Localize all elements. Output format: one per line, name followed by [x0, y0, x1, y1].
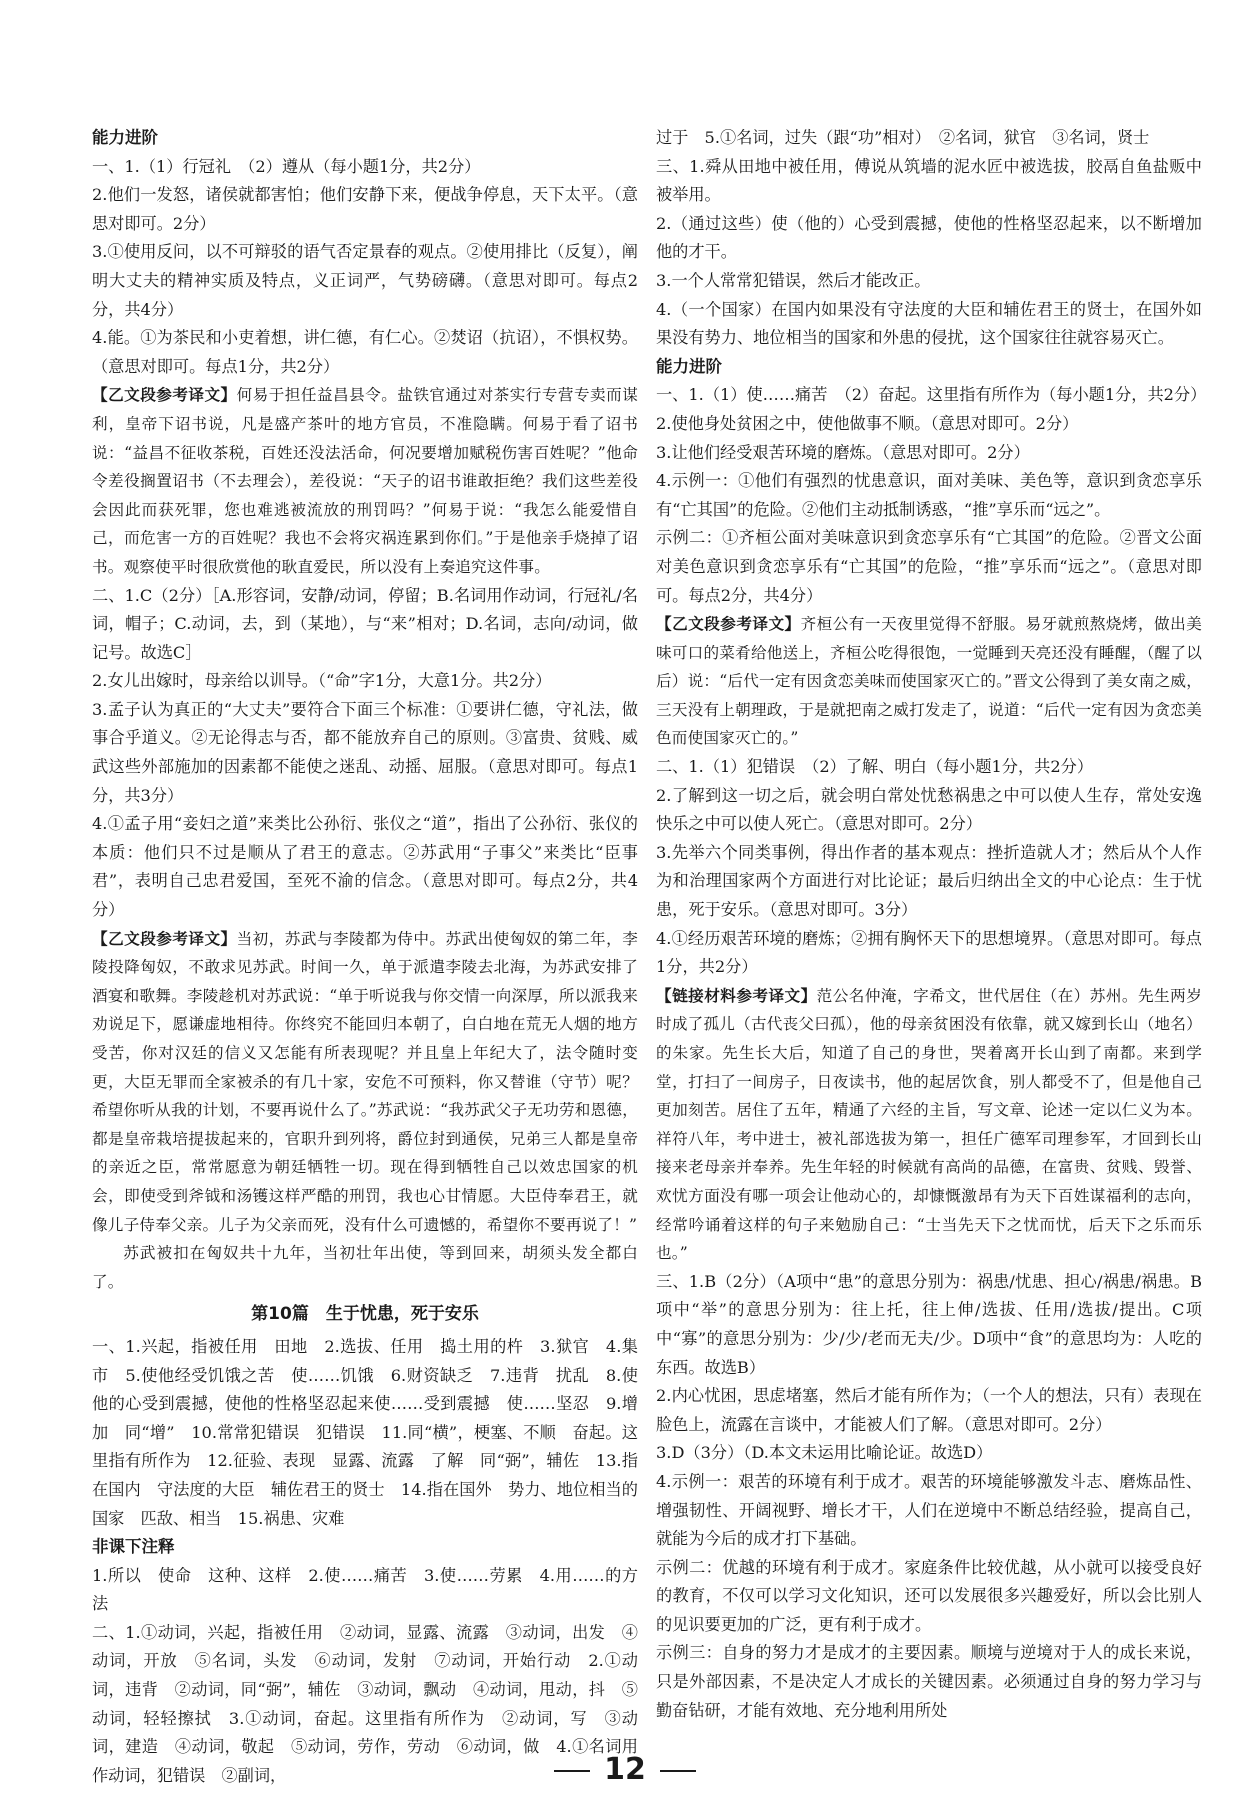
answer-paragraph: 4.示例一：艰苦的环境有利于成才。艰苦的环境能够激发斗志、磨炼品性、增强韧性、开阔视野、增长才干，人们在逆境中不断总结经验，提高自己，就能为今后的成才打下基础。 [656, 1471, 1202, 1549]
translation-tag: 【乙文段参考译文】 [92, 386, 237, 405]
answer-paragraph: 3.让他们经受艰苦环境的磨炼。（意思对即可。2分） [656, 442, 1030, 462]
article-title: 第10篇 生于忧患，死于安乐 [251, 1304, 479, 1325]
answer-paragraph: 二、1.（1）犯错误 （2）了解、明白（每小题1分，共2分） [656, 757, 1094, 777]
answer-paragraph: 三、1.B（2分）（A项中“患”的意思分别为：祸患/忧患、担心/祸患/祸患。B项中“举”的意思分别为：往上托，往上伸/选拔、任用/选拔/提出。C项中“寡”的意思分别为：少/少/老而无夫/少。D项中“食”的意思均为：人吃的东西。故选B） [656, 1271, 1202, 1377]
translation-tag: 【乙文段参考译文】 [92, 929, 237, 948]
section-heading: 能力进阶 [656, 356, 722, 376]
answer-paragraph: 一、1.（1）行冠礼 （2）遵从（每小题1分，共2分） [92, 156, 481, 176]
translation-text: 何易于担任益昌县令。盐铁官通过对茶实行专营专卖而谋利，皇帝下诏书说，凡是盛产茶叶的地方官员，不准隐瞒。何易于看了诏书说：“益昌不征收茶税，百姓还没法活命，何况要增加赋税伤害百姓呢？”他命令差役搁置诏书（不去理会），差役说：“天子的诏书谁敢拒绝？我们这些差役会因此而获死罪，您也难逃被流放的刑罚吗？”何易于说：“我怎么能爱惜自己，而危害一方的百姓呢？我也不会将灾祸连累到你们。”于是他亲手烧掉了诏书。观察使平时很欣赏他的耿直爱民，所以没有上奏追究这件事。 [92, 386, 638, 576]
answer-page [92, 124, 1207, 1785]
answer-paragraph: 一、1.（1）使……痛苦 （2）奋起。这里指有所作为（每小题1分，共2分） [656, 385, 1207, 405]
answer-paragraph: 示例二：①齐桓公面对美味意识到贪恋享乐有“亡其国”的危险。②晋文公面对美色意识到贪恋享乐有“亡其国”的危险，“推”享乐而“远之”。（意思对即可。每点2分，共4分） [656, 528, 1202, 605]
translation-tag: 【乙文段参考译文】 [656, 615, 801, 634]
answer-paragraph: 2.女儿出嫁时，母亲给以训导。（“命”字1分，大意1分。共2分） [92, 671, 552, 691]
answer-paragraph: 2.了解到这一切之后，就会明白常处忧愁祸患之中可以使人生存，常处安逸快乐之中可以使人死亡。（意思对即可。2分） [656, 785, 1202, 834]
answer-paragraph: 4.能。①为茶民和小吏着想，讲仁德，有仁心。②焚诏（抗诏），不惧权势。（意思对即可。每点1分，共2分） [92, 328, 638, 376]
answer-paragraph: 3.D（3分）（D.本文未运用比喻论证。故选D） [656, 1443, 993, 1463]
answer-paragraph: 2.内心忧困，思虑堵塞，然后才能有所作为；（一个人的想法，只有）表现在脸色上，流露在言谈中，才能被人们了解。（意思对即可。2分） [656, 1386, 1202, 1434]
right-column [656, 124, 1207, 1724]
answer-paragraph: 4.（一个国家）在国内如果没有守法度的大臣和辅佐君王的贤士，在国外如果没有势力、地位相当的国家和外患的侵扰，这个国家往往就容易灭亡。 [656, 299, 1202, 348]
translation-text: 齐桓公有一天夜里觉得不舒服。易牙就煎熬烧烤，做出美味可口的菜肴给他送上，齐桓公吃得很饱，一觉睡到天亮还没有睡醒，（醒了以后）说：“后代一定有因贪恋美味而使国家灭亡的。”晋文公得到了美女南之威，三天没有上朝理政，于是就把南之威打发走了，说道：“后代一定有因为贪恋美色而使国家灭亡的。” [656, 615, 1202, 748]
translation-paragraph [92, 381, 638, 581]
answer-paragraph: 示例三：自身的努力才是成才的主要因素。顺境与逆境对于人的成长来说，只是外部因素，不是决定人才成长的关键因素。必须通过自身的努力学习与勤奋钻研，才能有效地、充分地利用所处 [656, 1643, 1202, 1720]
answer-paragraph: 4.①孟子用“妾妇之道”来类比公孙衍、张仪之“道”，指出了公孙衍、张仪的本质：他们只不过是顺从了君王的意志。②苏武用“子事父”来类比“臣事君”，表明自己忠君爱国，至死不渝的信念。（意思对即可。每点2分，共4分） [92, 814, 638, 920]
answer-paragraph: 3.①使用反问，以不可辩驳的语气否定景春的观点。②使用排比（反复），阐明大丈夫的精神实质及特点，义正词严，气势磅礴。（意思对即可。每点2分，共4分） [92, 242, 638, 319]
translation-paragraph [656, 982, 1202, 1268]
answer-paragraph: 3.一个人常常犯错误，然后才能改正。 [656, 270, 931, 290]
translation-paragraph [656, 610, 1202, 753]
answer-paragraph: 1.所以 使命 这种、这样 2.使……痛苦 3.使……劳累 4.用……的方法 [92, 1565, 638, 1614]
answer-paragraph: 二、1.①动词，兴起，指被任用 ②动词，显露、流露 ③动词，出发 ④动词，开放 ⑤名词，头发 ⑥动词，发射 ⑦动词，开始行动 2.①动词，违背 ②动词，同“弼”，辅佐 ③动词，飘动 ④动词，甩动，抖 ⑤动词，轻轻擦拭 3.①动词，奋起。这里指有所作为 ②动词，写 ③动词，建造 ④动词，敬起 ⑤动词，劳作，劳动 ⑥动词，做 4.①名词用作动词，犯错误 ②副词， [92, 1622, 638, 1785]
answer-paragraph: 示例二：优越的环境有利于成才。家庭条件比较优越，从小就可以接受良好的教育，不仅可以学习文化知识，还可以发展很多兴趣爱好，所以会比别人的见识要更加的广泛，更有利于成才。 [656, 1557, 1202, 1634]
dash-left [554, 1770, 590, 1772]
translation-paragraph [92, 1239, 638, 1296]
left-column [92, 124, 638, 1785]
page-number-text: 12 [604, 1752, 646, 1787]
answer-paragraph: 三、1.舜从田地中被任用，傅说从筑墙的泥水匠中被选拔，胶鬲自鱼盐贩中被举用。 [656, 156, 1202, 205]
section-heading: 能力进阶 [92, 128, 158, 147]
answer-paragraph: 3.孟子认为真正的“大丈夫”要符合下面三个标准：①要讲仁德，守礼法，做事合乎道义。②无论得志与否，都不能放弃自己的原则。③富贵、贫贱、威武这些外部施加的因素都不能使之迷乱、动摇、屈服。（意思对即可。每点1分，共3分） [92, 699, 638, 805]
answer-paragraph: 二、1.C（2分）［A.形容词，安静/动词，停留；B.名词用作动词，行冠礼/名词，帽子；C.动词，去，到（某地），与“来”相对；D.名词，志向/动词，做记号。故选C］ [92, 585, 638, 662]
answer-paragraph: 过于 5.①名词，过失（跟“功”相对） ②名词，狱官 ③名词，贤士 [656, 128, 1150, 147]
dash-right [660, 1770, 696, 1772]
translation-text: 苏武被扣在匈奴共十九年，当初壮年出使，等到回来，胡须头发全都白了。 [92, 1244, 638, 1291]
answer-paragraph: 2.他们一发怒，诸侯就都害怕；他们安静下来，便战争停息，天下太平。（意思对即可。2分） [92, 185, 638, 233]
translation-tag: 【链接材料参考译文】 [656, 986, 817, 1005]
translation-text: 范公名仲淹，字希文，世代居住（在）苏州。先生两岁时成了孤儿（古代丧父曰孤），他的母亲贫困没有依靠，就又嫁到长山（地名）的朱家。先生长大后，知道了自己的身世，哭着离开长山到了南都。来到学堂，打扫了一间房子，日夜读书，他的起居饮食，别人都受不了，但是他自己更加刻苦。居住了五年，精通了六经的主旨，写文章、论述一定以仁义为本。祥符八年，考中进士，被礼部选拔为第一，担任广德军司理参军，才回到长山接来老母亲并奉养。先生年轻的时候就有高尚的品德，在富贵、贫贱、毁誉、欢忧方面没有哪一项会让他动心的，却慷慨激昂有为天下百姓谋福利的志向，经常吟诵着这样的句子来勉励自己：“士当先天下之忧而忧，后天下之乐而乐也。” [656, 986, 1202, 1263]
answer-paragraph: 4.①经历艰苦环境的磨炼；②拥有胸怀天下的思想境界。（意思对即可。每点1分，共2分） [656, 928, 1202, 977]
page-number [0, 1752, 1250, 1787]
answer-paragraph: 3.先举六个同类事例，得出作者的基本观点：挫折造就人才；然后从个人作为和治理国家两个方面进行对比论证；最后归纳出全文的中心论点：生于忧患，死于安乐。（意思对即可。3分） [656, 842, 1202, 920]
answer-paragraph: 2.（通过这些）使（他的）心受到震撼，使他的性格坚忍起来，以不断增加他的才干。 [656, 213, 1202, 262]
translation-text: 当初，苏武与李陵都为侍中。苏武出使匈奴的第二年，李陵投降匈奴，不敢求见苏武。时间一久，单于派遣李陵去北海，为苏武安排了酒宴和歌舞。李陵趁机对苏武说：“单于听说我与你交情一向深厚，所以派我来劝说足下，愿谦虚地相待。你终究不能回归本朝了，白白地在荒无人烟的地方受苦，你对汉廷的信义又怎能有所表现呢？并且皇上年纪大了，法令随时变更，大臣无罪而全家被杀的有几十家，安危不可预料，你又替谁（守节）呢？希望你听从我的计划，不要再说什么了。”苏武说：“我苏武父子无功劳和恩德，都是皇帝栽培提拔起来的，官职升到列将，爵位封到通侯，兄弟三人都是皇帝的亲近之臣，常常愿意为朝廷牺牲一切。现在得到牺牲自己以效忠国家的机会，即使受到斧钺和汤镬这样严酷的刑罚，我也心甘情愿。大臣侍奉君王，就像儿子侍奉父亲。儿子为父亲而死，没有什么可遗憾的，希望你不要再说了！” [92, 929, 638, 1234]
answer-paragraph: 一、1.兴起，指被任用 田地 2.选拔、任用 捣土用的杵 3.狱官 4.集市 5.使他经受饥饿之苦 使……饥饿 6.财资缺乏 7.违背 扰乱 8.使他的心受到震撼，使他的性格坚忍起来使……受到震撼 使……坚忍 9.增加 同“增” 10.常常犯错误 犯错误 11.同“横”，梗塞、不顺 奋起。这里指有所作为 12.征验、表现 显露、流露 了解 同“弼”，辅佐 13.指在国内 守法度的大臣 辅佐君王的贤士 14.指在国外 势力、地位相当的国家 匹敌、相当 15.祸患、灾难 [92, 1336, 638, 1528]
section-heading: 非课下注释 [92, 1537, 175, 1557]
translation-paragraph [92, 925, 638, 1240]
answer-paragraph: 4.示例一：①他们有强烈的忧患意识，面对美味、美色等，意识到贪恋享乐有“亡其国”的危险。②他们主动抵制诱惑，“推”享乐而“远之”。 [656, 471, 1202, 519]
answer-paragraph: 2.使他身处贫困之中，使他做事不顺。（意思对即可。2分） [656, 413, 1079, 433]
